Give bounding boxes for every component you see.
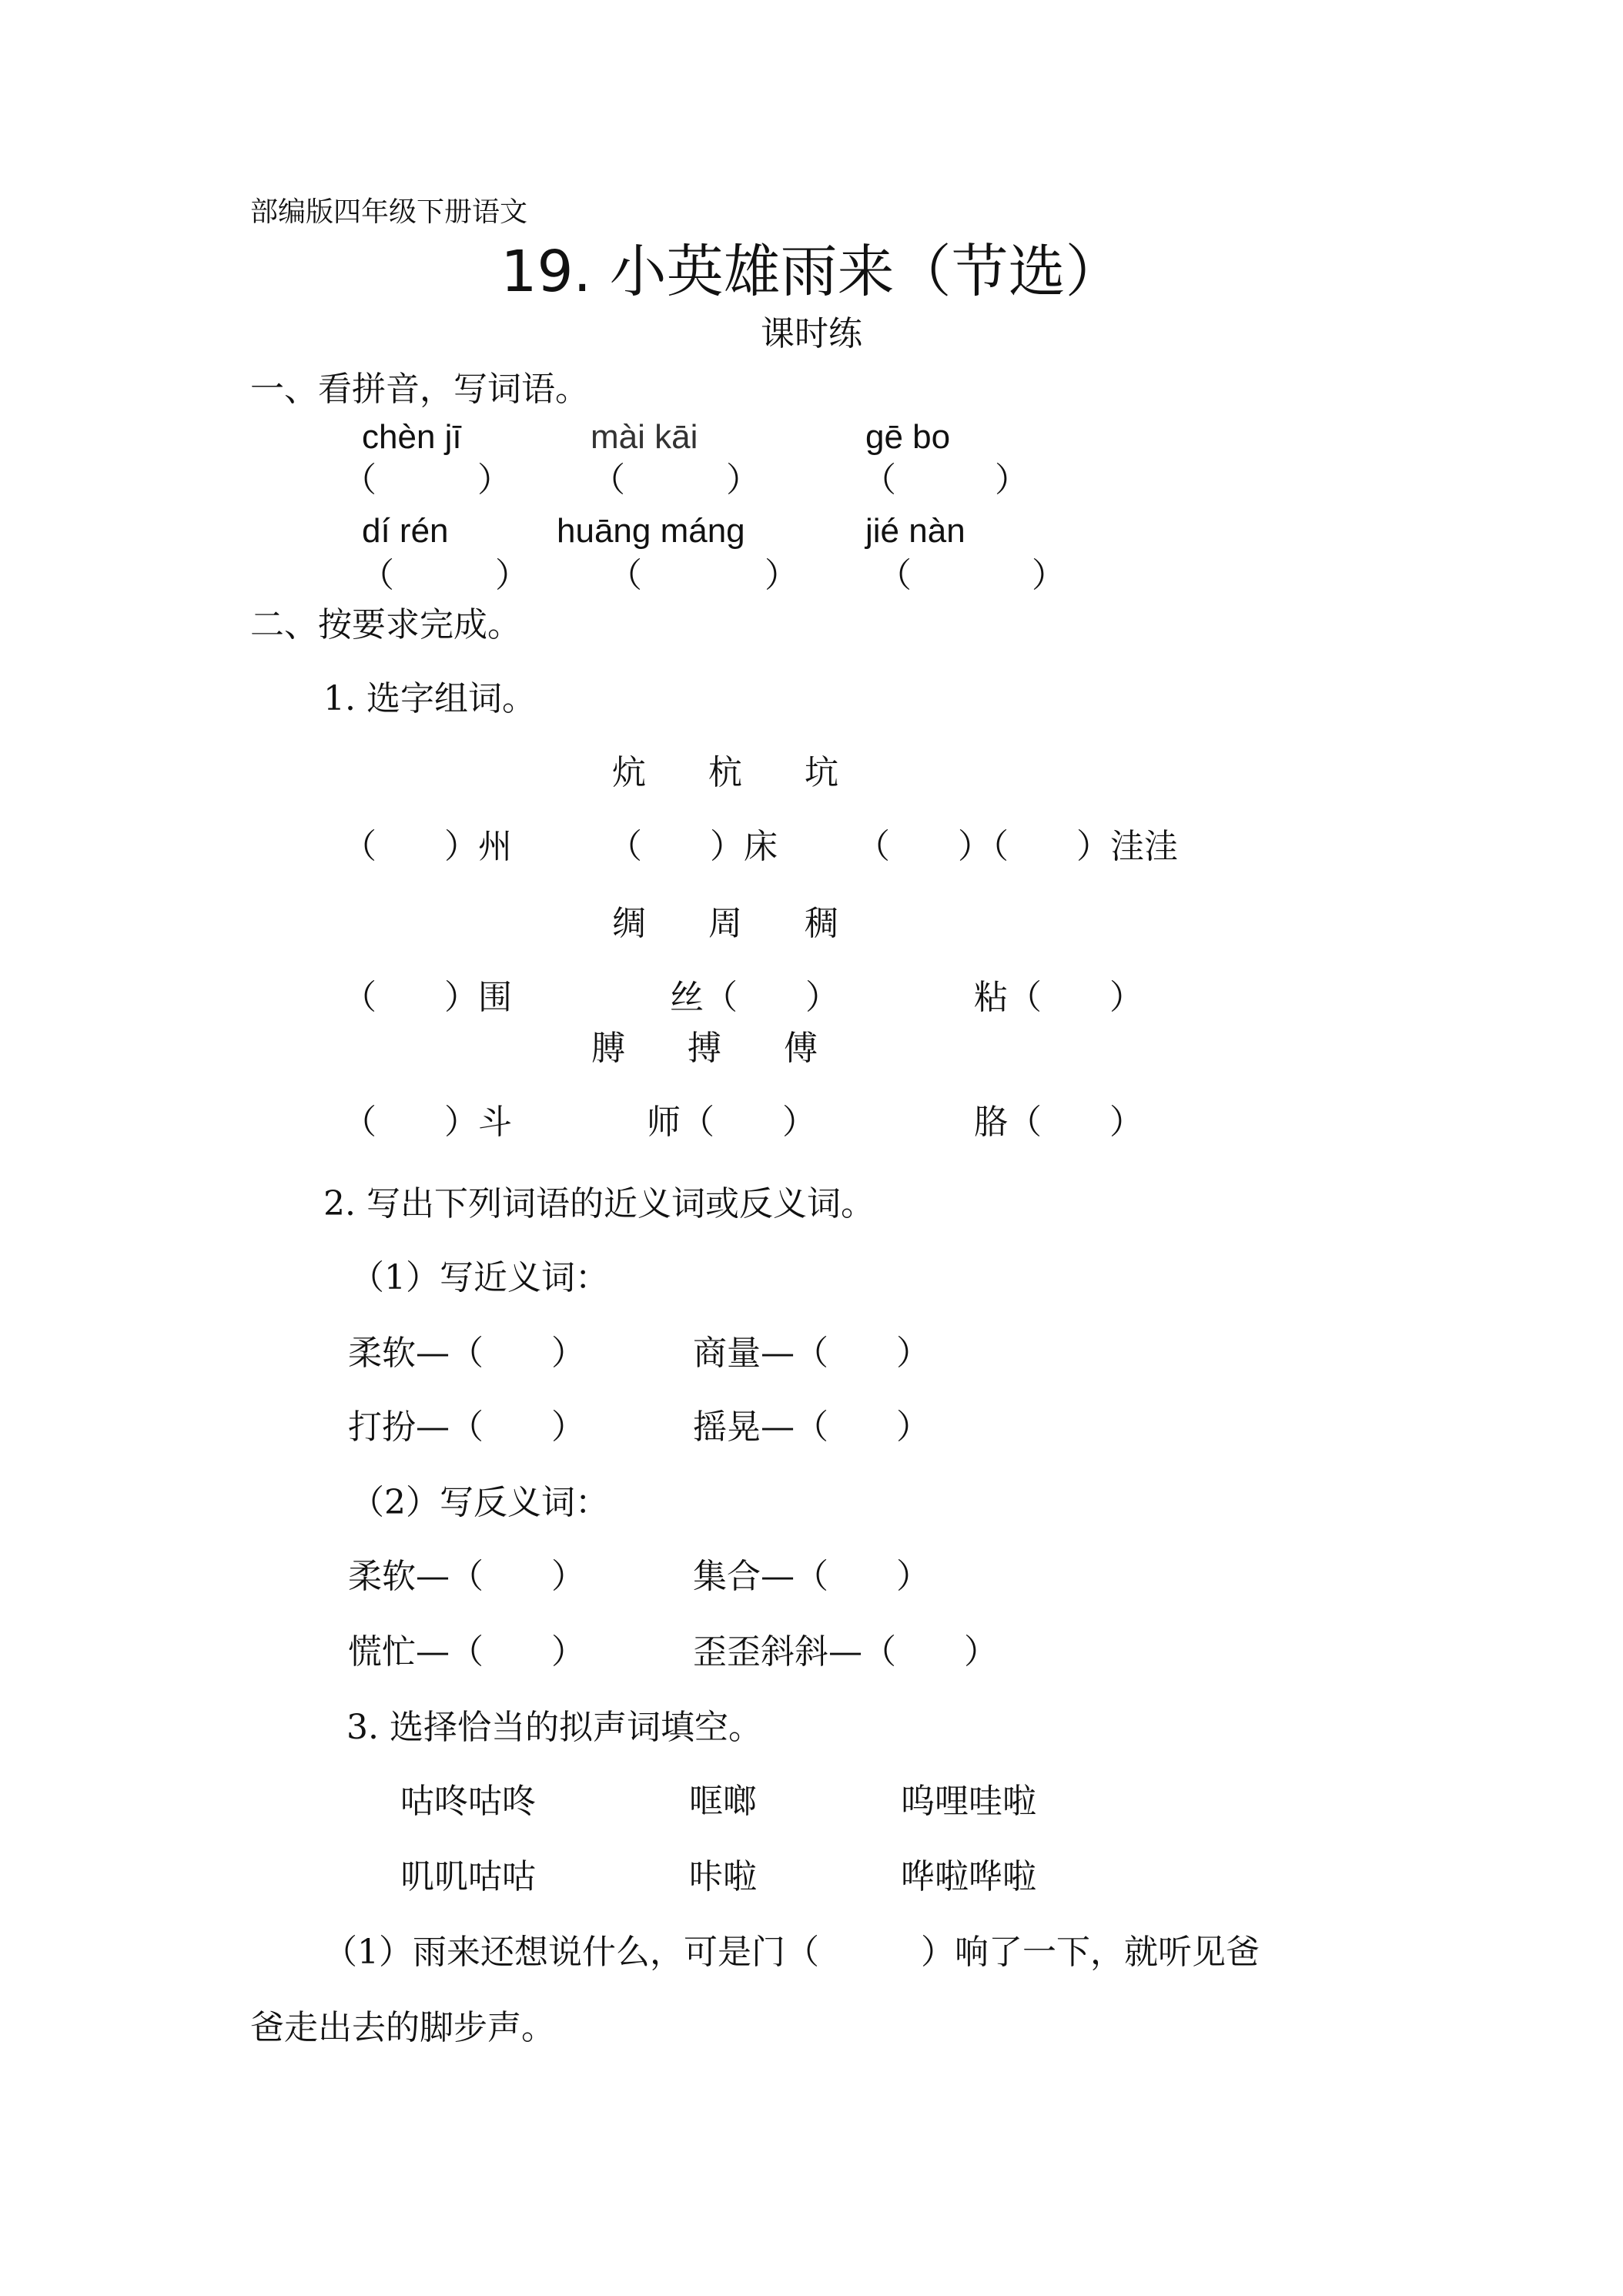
pinyin-6: jié nàn [865, 512, 965, 550]
synonyms-label: （1）写近义词： [350, 1258, 609, 1297]
synonym-item[interactable]: 摇晃—（ ） [693, 1407, 930, 1447]
antonym-item[interactable]: 歪歪斜斜—（ ） [693, 1632, 998, 1672]
char-option: 绸 [612, 904, 646, 943]
fill-item[interactable]: （ ）州 [343, 827, 512, 866]
char-option: 坑 [805, 753, 838, 792]
page-subtitle: 课时练 [761, 314, 862, 353]
antonyms-label: （2）写反义词： [350, 1483, 609, 1522]
onomatopoeia-option: 呜哩哇啦 [901, 1782, 1036, 1821]
sentence-1-line-1[interactable]: （1）雨来还想说什么，可是门（ ）响了一下，就听见爸 [323, 1933, 1260, 1972]
char-option: 稠 [805, 904, 838, 943]
fill-item[interactable]: 丝（ ） [670, 978, 839, 1017]
answer-paren-close: ） [477, 460, 511, 500]
antonym-item[interactable]: 慌忙—（ ） [348, 1632, 585, 1672]
section2-heading: 二、按要求完成。 [250, 605, 521, 644]
answer-paren-close: ） [765, 556, 798, 595]
onomatopoeia-option: 哐啷 [689, 1782, 757, 1821]
pinyin-2: mài kāi [591, 418, 698, 456]
page-title: 19. 小英雄雨来（节选） [500, 239, 1123, 305]
pinyin-3: gē bo [865, 418, 951, 456]
answer-paren-close: ） [1032, 556, 1066, 595]
char-option: 炕 [612, 753, 646, 792]
synonym-item[interactable]: 商量—（ ） [693, 1334, 930, 1373]
answer-paren-close: ） [995, 460, 1029, 500]
fill-item[interactable]: 胳（ ） [974, 1103, 1143, 1142]
fill-item[interactable]: （ ）围 [343, 978, 512, 1017]
fill-item[interactable]: 粘（ ） [974, 978, 1143, 1017]
pinyin-5: huāng máng [557, 512, 745, 550]
char-option: 搏 [688, 1029, 721, 1068]
q2-label: 2. 写出下列词语的近义词或反义词。 [323, 1184, 875, 1223]
answer-paren-open[interactable]: （ [343, 460, 376, 500]
fill-item[interactable]: （ ）斗 [343, 1103, 512, 1142]
onomatopoeia-option: 哗啦哗啦 [901, 1857, 1036, 1896]
answer-paren-close: ） [726, 460, 760, 500]
answer-paren-open[interactable]: （ [608, 556, 642, 595]
document-header: 部编版四年级下册语文 [250, 196, 528, 228]
antonym-item[interactable]: 柔软—（ ） [348, 1557, 585, 1596]
fill-item[interactable]: （ ）床 [608, 827, 778, 866]
synonym-item[interactable]: 打扮—（ ） [348, 1407, 585, 1447]
answer-paren-open[interactable]: （ [360, 556, 394, 595]
char-option: 周 [708, 904, 742, 943]
char-option: 杭 [708, 753, 742, 792]
section1-heading: 一、看拼音，写词语。 [250, 370, 589, 409]
q3-label: 3. 选择恰当的拟声词填空。 [346, 1708, 762, 1747]
pinyin-1: chèn jī [362, 418, 462, 456]
q1-label: 1. 选字组词。 [323, 679, 536, 718]
synonym-item[interactable]: 柔软—（ ） [348, 1334, 585, 1373]
answer-paren-close: ） [495, 556, 529, 595]
fill-item[interactable]: （ ）（ ）洼洼 [856, 827, 1178, 866]
sentence-1-line-2: 爸走出去的脚步声。 [250, 2008, 555, 2047]
onomatopoeia-option: 咕咚咕咚 [400, 1782, 536, 1821]
answer-paren-open[interactable]: （ [591, 460, 625, 500]
onomatopoeia-option: 咔啦 [689, 1857, 757, 1896]
answer-paren-open[interactable]: （ [878, 556, 912, 595]
pinyin-4: dí rén [362, 512, 449, 550]
answer-paren-open[interactable]: （ [862, 460, 896, 500]
antonym-item[interactable]: 集合—（ ） [693, 1557, 930, 1596]
onomatopoeia-option: 叽叽咕咕 [400, 1857, 536, 1896]
char-option: 膊 [591, 1029, 625, 1068]
fill-item[interactable]: 师（ ） [647, 1103, 816, 1142]
char-option: 傅 [784, 1029, 818, 1068]
